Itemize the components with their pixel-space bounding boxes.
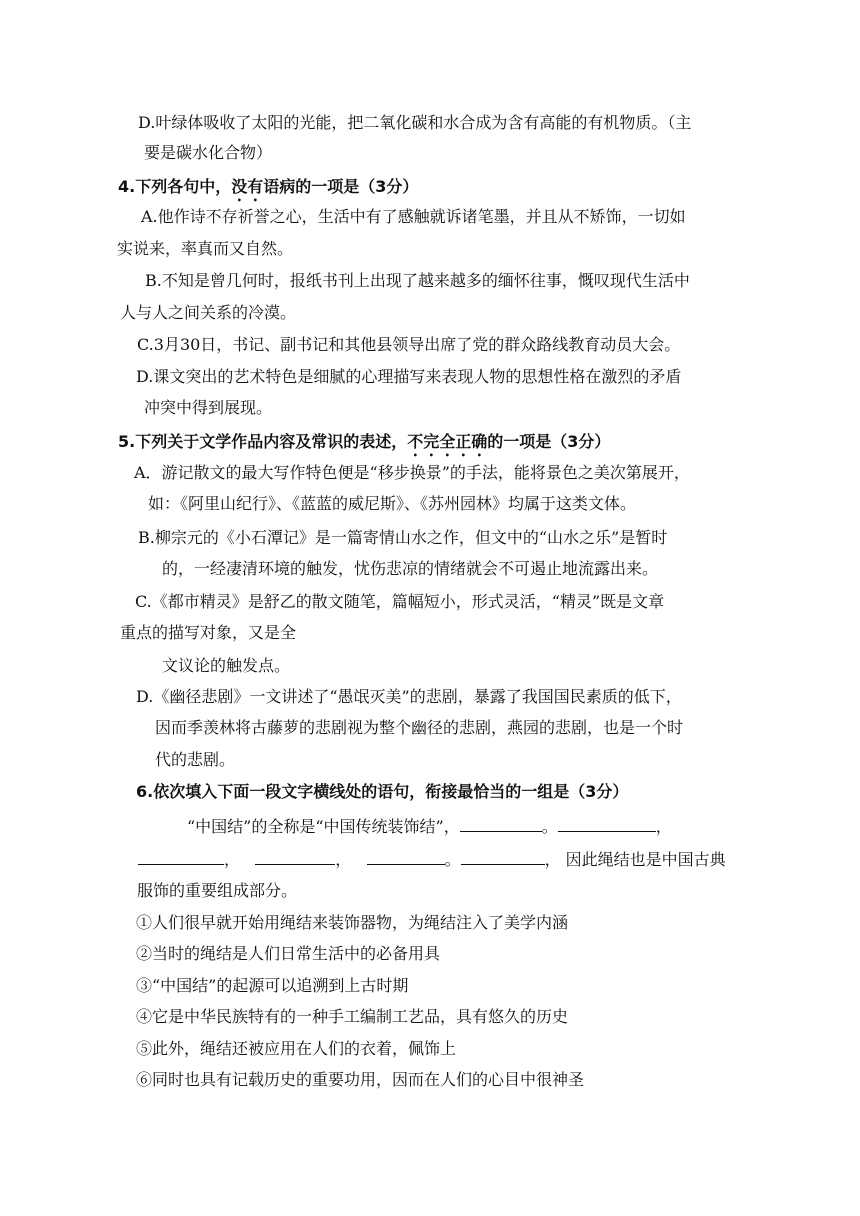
q4-option-c-line1: C.3月30日，书记、副书记和其他县领导出席了党的群众路线教育动员大会。 xyxy=(137,335,681,354)
q6-punct-5: 。 xyxy=(444,850,461,869)
q4-emphasis: 没有 xyxy=(231,177,264,196)
q6-passage-line1 xyxy=(187,815,672,838)
q4-option-a-line1: A.他作诗不存祈誉之心，生活中有了感触就诉诸笔墨，并且从不矫饰，一切如 xyxy=(141,207,686,226)
q5-option-c-line1: C.《都市精灵》是舒乙的散文随笔，篇幅短小，形式灵活，“精灵”既是文章 xyxy=(135,592,665,611)
q3-option-d-line2: 要是碳水化合物） xyxy=(144,143,273,162)
q4-option-d-line1: D.课文突出的艺术特色是细腻的心理描写来表现人物的思想性格在激烈的矛盾 xyxy=(136,367,682,386)
q6-punct-3: ， xyxy=(224,850,241,869)
q6-punct-2: ， xyxy=(655,817,672,836)
q6-punct-1: 。 xyxy=(541,817,558,836)
fill-blank-6[interactable] xyxy=(461,848,545,865)
fill-blank-5[interactable] xyxy=(367,848,445,865)
sentence-option-5: ⑤此外，绳结还被应用在人们的衣着，佩饰上 xyxy=(136,1039,457,1058)
q4-prefix: 4.下列各句中， xyxy=(118,177,232,196)
q4-suffix: 语病的一项是（3分） xyxy=(263,177,419,196)
q6-punct-4: ， xyxy=(335,850,352,869)
q4-option-a-line2: 实说来，率真而又自然。 xyxy=(117,239,294,258)
q6-passage-tail: ， 因此绳结也是中国古典 xyxy=(544,850,726,869)
sentence-option-1: ①人们很早就开始用绳结来装饰器物，为绳结注入了美学内涵 xyxy=(136,913,569,932)
q5-option-b-line1: B.柳宗元的《小石潭记》是一篇寄情山水之作，但文中的“山水之乐”是暂时 xyxy=(138,528,668,547)
sentence-option-4: ④它是中华民族特有的一种手工编制工艺品，具有悠久的历史 xyxy=(136,1007,569,1026)
q5-option-c-line2: 重点的描写对象，又是全 xyxy=(120,623,297,642)
sentence-option-6: ⑥同时也具有记载历史的重要功用，因而在人们的心目中很神圣 xyxy=(136,1070,585,1089)
question-4-heading xyxy=(118,176,418,205)
q3-option-d-line1: D.叶绿体吸收了太阳的光能，把二氧化碳和水合成为含有高能的有机物质。（主 xyxy=(138,113,692,132)
q5-option-c-line3: 文议论的触发点。 xyxy=(162,656,291,675)
q5-option-d-line2: 因而季羡林将古藤萝的悲剧视为整个幽径的悲剧，燕园的悲剧，也是一个时 xyxy=(155,718,684,737)
q5-emphasis: 不完全正确 xyxy=(407,432,488,451)
fill-blank-1[interactable] xyxy=(460,815,542,832)
q6-passage-text: “中国结”的全称是“中国传统装饰结”， xyxy=(187,817,460,836)
q4-option-b-line1: B.不知是曾几何时，报纸书刊上出现了越来越多的缅怀往事，慨叹现代生活中 xyxy=(145,271,690,290)
sentence-option-2: ②当时的绳结是人们日常生活中的必备用具 xyxy=(136,944,441,963)
question-5-heading xyxy=(118,431,610,460)
q6-passage-line3: 服饰的重要组成部分。 xyxy=(137,881,298,900)
q5-option-d-line1: D.《幽径悲剧》一文讲述了“愚氓灭美”的悲剧，暴露了我国国民素质的低下， xyxy=(136,687,682,706)
q5-option-a-line2: 如：《阿里山纪行》、《蓝蓝的威尼斯》、《苏州园林》均属于这类文体。 xyxy=(148,494,637,513)
q5-suffix: 的一项是（3分） xyxy=(487,432,611,451)
fill-blank-4[interactable] xyxy=(255,848,335,865)
q5-option-b-line2: 的，一经凄清环境的触发，忧伤悲凉的情绪就会不可遏止地流露出来。 xyxy=(162,559,659,578)
q6-passage-line2 xyxy=(138,848,726,871)
q5-option-d-line3: 代的悲剧。 xyxy=(155,750,236,769)
q4-option-b-line2: 人与人之间关系的冷漠。 xyxy=(120,303,297,322)
q4-option-d-line2: 冲突中得到展现。 xyxy=(144,398,273,417)
q5-option-a-line1: A．游记散文的最大写作特色便是“移步换景”的手法，能将景色之美次第展开， xyxy=(134,463,690,482)
sentence-option-3: ③“中国结”的起源可以追溯到上古时期 xyxy=(136,976,409,995)
question-6-heading: 6.依次填入下面一段文字横线处的语句，衔接最恰当的一组是（3分） xyxy=(136,782,629,801)
q5-prefix: 5.下列关于文学作品内容及常识的表述， xyxy=(118,432,408,451)
fill-blank-3[interactable] xyxy=(138,848,224,865)
fill-blank-2[interactable] xyxy=(558,815,656,832)
